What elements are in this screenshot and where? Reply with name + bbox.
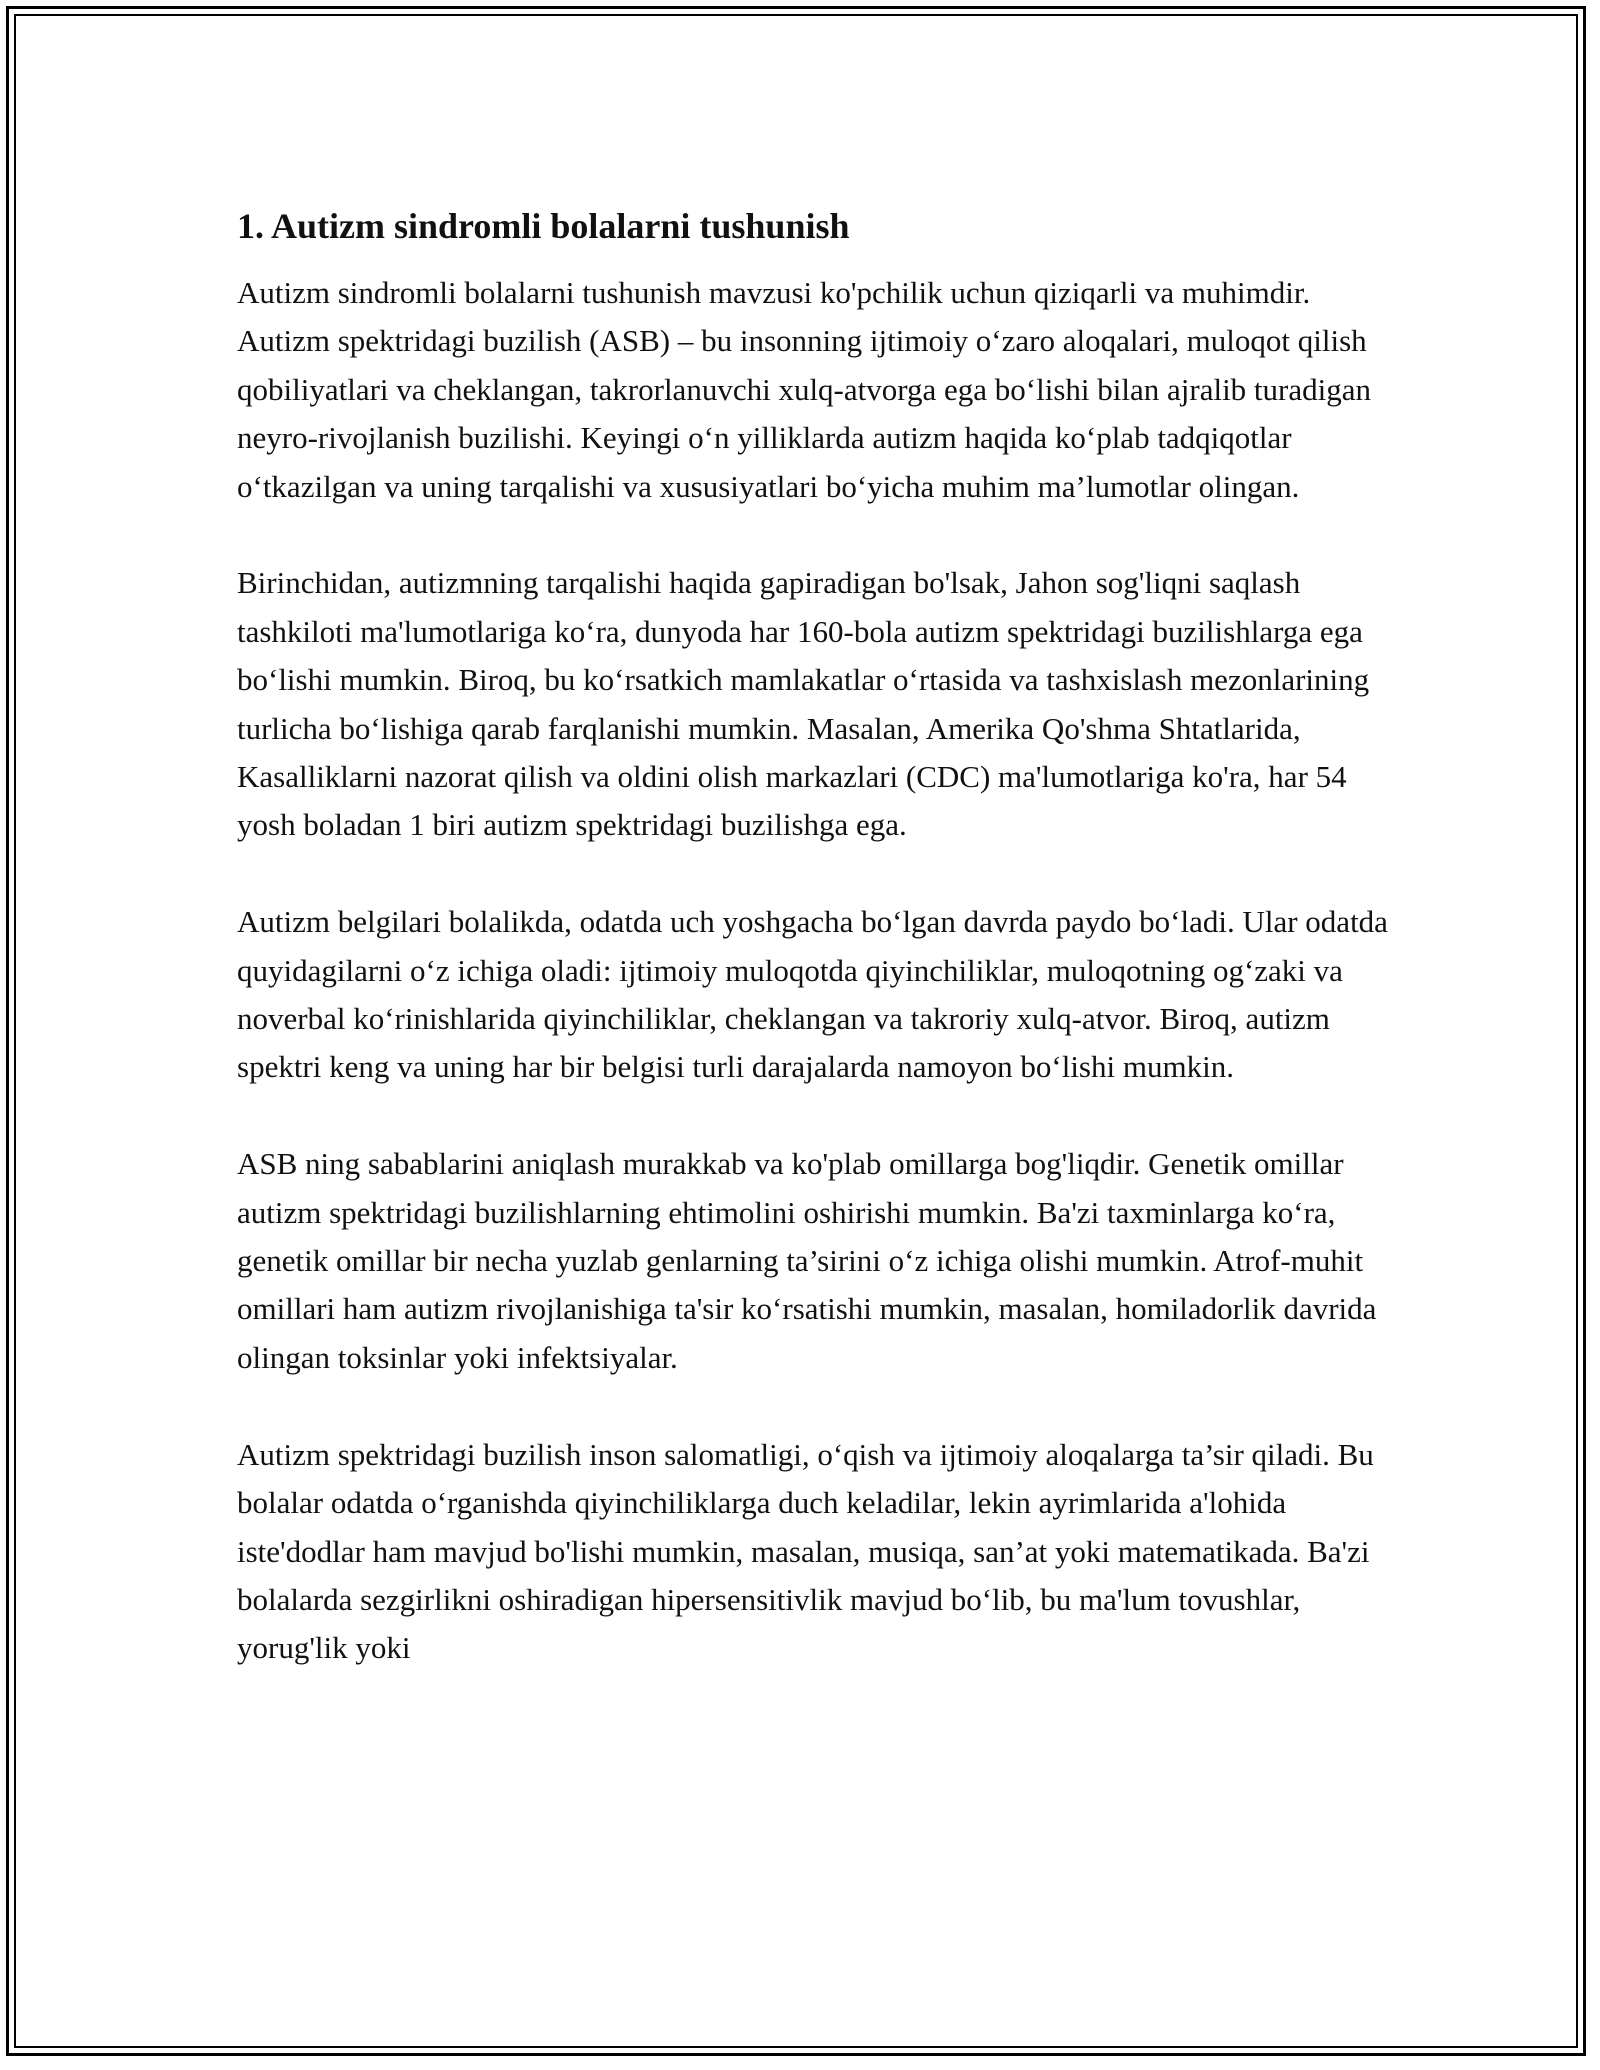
page-outer-border xyxy=(6,6,1586,2056)
document-body xyxy=(237,201,1397,1673)
paragraph-impact: Autizm spektridagi buzilish inson salomatligi, o‘qish va ijtimoiy aloqalarga ta’sir qiladi. Bu bolalar odatda o‘rganishda qiyinchiliklarga duch keladilar, lekin ayrimlarida a'lohida iste'dodlar ham mavjud bo'lishi mumkin, masalan, musiqa, san’at yoki matematikada. Ba'zi bolalarda sezgirlikni oshiradigan hipersensitivlik mavjud bo‘lib, bu ma'lum tovushlar, yorug'lik yoki xyxy=(237,1436,1374,1666)
page-inner-border xyxy=(14,14,1578,2048)
paragraph-causes: ASB ning sabablarini aniqlash murakkab va ko'plab omillarga bog'liqdir. Genetik omillar autizm spektridagi buzilishlarning ehtimolini oshirishi mumkin. Ba'zi taxminlarga ko‘ra, genetik omillar bir necha yuzlab genlarning ta’sirini o‘z ichiga olishi mumkin. Atrof-muhit omillari ham autizm rivojlanishiga ta'sir ko‘rsatishi mumkin, masalan, homiladorlik davrida olingan toksinlar yoki infektsiyalar. xyxy=(237,1146,1377,1375)
paragraph-intro: Autizm sindromli bolalarni tushunish mavzusi ko'pchilik uchun qiziqarli va muhimdir. Autizm spektridagi buzilish (ASB) – bu insonning ijtimoiy o‘zaro aloqalari, muloqot qilish qobiliyatlari va cheklangan, takrorlanuvchi xulq-atvorga ega bo‘lishi bilan ajralib turadigan neyro-rivojlanish buzilishi. Keyingi o‘n yilliklarda autizm haqida ko‘plab tadqiqotlar o‘tkazilgan va uning tarqalishi va xususiyatlari bo‘yicha muhim ma’lumotlar olingan. xyxy=(237,275,1371,504)
paragraph-symptoms: Autizm belgilari bolalikda, odatda uch yoshgacha bo‘lgan davrda paydo bo‘ladi. Ular odatda quyidagilarni o‘z ichiga oladi: ijtimoiy muloqotda qiyinchiliklar, muloqotning og‘zaki va noverbal ko‘rinishlarida qiyinchiliklar, cheklangan va takroriy xulq-atvor. Biroq, autizm spektri keng va uning har bir belgisi turli darajalarda namoyon bo‘lishi mumkin. xyxy=(237,904,1388,1085)
section-heading: 1. Autizm sindromli bolalarni tushunish xyxy=(237,206,850,246)
paragraph-prevalence: Birinchidan, autizmning tarqalishi haqida gapiradigan bo'lsak, Jahon sog'liqni saqlash tashkiloti ma'lumotlariga ko‘ra, dunyoda har 160-bola autizm spektridagi buzilishlarga ega bo‘lishi mumkin. Biroq, bu ko‘rsatkich mamlakatlar o‘rtasida va tashxislash mezonlarining turlicha bo‘lishiga qarab farqlanishi mumkin. Masalan, Amerika Qo'shma Shtatlarida, Kasalliklarni nazorat qilish va oldini olish markazlari (CDC) ma'lumotlariga ko'ra, har 54 yosh boladan 1 biri autizm spektridagi buzilishga ega. xyxy=(237,565,1370,843)
